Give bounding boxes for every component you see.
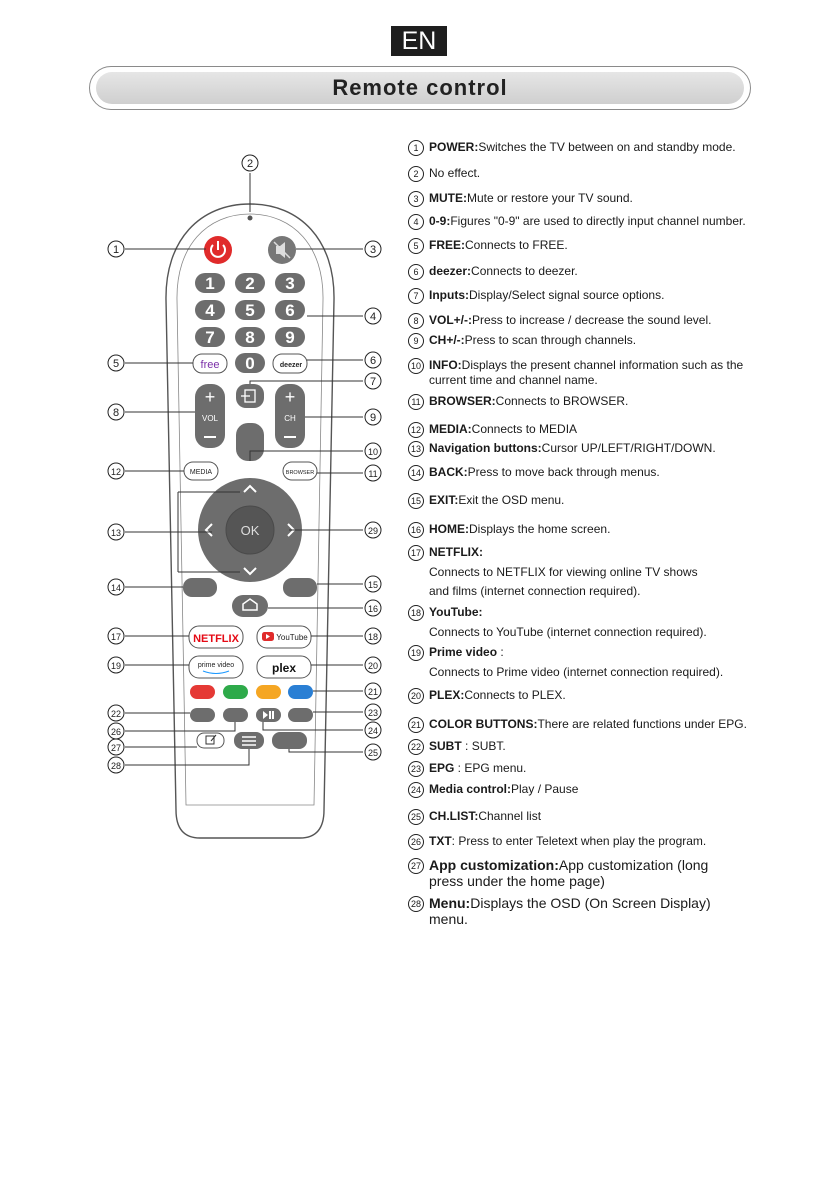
item-number: 17 <box>408 545 424 561</box>
callout-number-14: 14 <box>110 583 122 593</box>
callout-number-10: 10 <box>367 447 379 457</box>
callout-number-7: 7 <box>369 376 377 388</box>
item-text: 0-9:Figures "0-9" are used to directly input channel number. <box>429 214 746 228</box>
blue-button <box>288 685 313 699</box>
item-number: 20 <box>408 688 424 704</box>
microphone-dot <box>248 216 253 221</box>
item-term: BACK: <box>429 465 468 479</box>
item-number: 18 <box>408 605 424 621</box>
item-text: Inputs:Display/Select signal source options. <box>429 288 665 302</box>
item-term: EXIT: <box>429 493 459 507</box>
digit-label-3: 3 <box>285 274 295 293</box>
item-term: Inputs: <box>429 288 469 302</box>
item-text: BROWSER:Connects to BROWSER. <box>429 394 629 408</box>
item-number: 21 <box>408 717 424 733</box>
item-number: 16 <box>408 522 424 538</box>
callout-number-18: 18 <box>367 632 379 642</box>
item-text: INFO:Displays the present channel information such as the current time and channel name. <box>429 358 744 387</box>
item-number: 11 <box>408 394 424 410</box>
callout-number-2: 2 <box>246 158 254 170</box>
item-text: MEDIA:Connects to MEDIA <box>429 422 578 436</box>
item-text: FREE:Connects to FREE. <box>429 238 568 252</box>
play-pause-button <box>256 708 281 722</box>
item-number: 27 <box>408 858 424 874</box>
callout-number-1: 1 <box>112 244 120 256</box>
item-term: HOME: <box>429 522 469 536</box>
item-text: POWER:Switches the TV between on and standby mode. <box>429 140 736 154</box>
callout-number-16: 16 <box>367 604 379 614</box>
deezer-label: deezer <box>279 362 303 369</box>
browser-label: BROWSER <box>285 470 315 476</box>
item-term: Menu: <box>429 895 471 911</box>
callout-number-22: 22 <box>110 709 122 719</box>
item-text: App customization:App customization (long press under the home page) <box>429 857 709 889</box>
item-number: 26 <box>408 834 424 850</box>
digit-label-2: 2 <box>245 274 255 293</box>
callout-number-27: 27 <box>110 743 122 753</box>
item-text: HOME:Displays the home screen. <box>429 522 611 536</box>
item-text: BACK:Press to move back through menus. <box>429 465 660 479</box>
item-text: PLEX:Connects to PLEX. <box>429 688 566 702</box>
item-term: MUTE: <box>429 191 467 205</box>
item-term: TXT <box>429 834 452 848</box>
item-number: 4 <box>408 214 424 230</box>
callout-number-5: 5 <box>112 358 120 370</box>
digit-label-7: 7 <box>205 328 215 347</box>
item-number: 3 <box>408 191 424 207</box>
item-text: SUBT : SUBT. <box>429 739 506 753</box>
txt-button <box>223 708 248 722</box>
ok-label: OK <box>240 523 260 538</box>
item-term: POWER: <box>429 140 479 154</box>
item-term: deezer: <box>429 264 472 278</box>
digit-label-0: 0 <box>245 354 255 373</box>
vol-label: VOL <box>201 414 219 423</box>
language-badge: EN <box>391 26 447 56</box>
item-term: SUBT <box>429 739 462 753</box>
callout-number-26: 26 <box>110 727 122 737</box>
page-title: Remote control <box>96 72 744 104</box>
item-number: 5 <box>408 238 424 254</box>
red-button <box>190 685 215 699</box>
item-text: No effect. <box>429 166 481 180</box>
yellow-button <box>256 685 281 699</box>
callout-number-9: 9 <box>369 412 377 424</box>
prime-label: prime video <box>197 662 235 669</box>
item-number: 22 <box>408 739 424 755</box>
callout-number-19: 19 <box>110 661 122 671</box>
item-number: 6 <box>408 264 424 280</box>
callout-number-24: 24 <box>367 726 379 736</box>
item-term: Media control: <box>429 782 512 796</box>
digit-label-6: 6 <box>285 301 295 320</box>
item-number: 24 <box>408 782 424 798</box>
item-text: Media control:Play / Pause <box>429 782 579 796</box>
subt-button <box>190 708 215 722</box>
item-number: 14 <box>408 465 424 481</box>
item-number: 12 <box>408 422 424 438</box>
digit-label-9: 9 <box>285 328 295 347</box>
item-text: EPG : EPG menu. <box>429 761 527 775</box>
item-term: PLEX: <box>429 688 465 702</box>
item-term: Prime video <box>429 645 498 659</box>
item-number: 8 <box>408 313 424 329</box>
item-text: CH.LIST:Channel list <box>429 809 542 823</box>
digit-label-8: 8 <box>245 328 255 347</box>
item-number: 25 <box>408 809 424 825</box>
item-text: VOL+/-:Press to increase / decrease the sound level. <box>429 313 712 327</box>
item-number: 28 <box>408 896 424 912</box>
item-term: CH.LIST: <box>429 809 479 823</box>
youtube-label: YouTube <box>276 633 308 642</box>
netflix-label: NETFLIX <box>193 633 239 645</box>
item-number: 9 <box>408 333 424 349</box>
digit-label-1: 1 <box>205 274 215 293</box>
item-term: App customization: <box>429 857 559 873</box>
callout-number-17: 17 <box>110 632 122 642</box>
media-label: MEDIA <box>189 469 213 476</box>
svg-text:+: + <box>284 387 296 407</box>
item-text: Menu:Displays the OSD (On Screen Display) menu. <box>429 895 711 927</box>
item-number: 2 <box>408 166 424 182</box>
svg-text:+: + <box>204 387 216 407</box>
callout-number-23: 23 <box>367 708 379 718</box>
free-label: free <box>200 359 220 371</box>
callout-number-15: 15 <box>367 580 379 590</box>
item-text: Navigation buttons:Cursor UP/LEFT/RIGHT/DOWN. <box>429 441 716 455</box>
item-text: CH+/-:Press to scan through channels. <box>429 333 637 347</box>
item-number: 1 <box>408 140 424 156</box>
callout-number-11: 11 <box>368 469 378 479</box>
item-number: 10 <box>408 358 424 374</box>
callout-number-21: 21 <box>367 687 379 697</box>
item-number: 7 <box>408 288 424 304</box>
callout-number-13: 13 <box>110 528 122 538</box>
digit-label-4: 4 <box>205 301 215 320</box>
ch-label: CH <box>284 414 296 423</box>
item-text: deezer:Connects to deezer. <box>429 264 578 278</box>
callout-number-25: 25 <box>367 748 379 758</box>
item-term: COLOR BUTTONS: <box>429 717 538 731</box>
item-text: EXIT:Exit the OSD menu. <box>429 493 565 507</box>
item-term: BROWSER: <box>429 394 496 408</box>
callout-number-28: 28 <box>110 761 122 771</box>
item-term: EPG <box>429 761 455 775</box>
item-term: MEDIA: <box>429 422 472 436</box>
callout-number-4: 4 <box>369 311 377 323</box>
callout-number-6: 6 <box>369 355 377 367</box>
item-text: MUTE:Mute or restore your TV sound. <box>429 191 633 205</box>
item-term: YouTube: <box>429 605 483 619</box>
epg-button <box>288 708 313 722</box>
item-text: TXT: Press to enter Teletext when play the program. <box>429 834 707 848</box>
callout-number-8: 8 <box>112 407 120 419</box>
item-text: COLOR BUTTONS:There are related functions under EPG. <box>429 717 747 731</box>
channel-list-button <box>272 732 307 749</box>
item-term: CH+/-: <box>429 333 465 347</box>
back-button <box>183 578 217 597</box>
item-term: VOL+/-: <box>429 313 473 327</box>
item-text: YouTube: Connects to YouTube (internet connection required). <box>429 605 707 639</box>
green-button <box>223 685 248 699</box>
item-term: INFO: <box>429 358 462 372</box>
item-text: NETFLIX: Connects to NETFLIX for viewing online TV shows and films (internet connection required). <box>429 545 698 598</box>
callout-number-20: 20 <box>367 661 379 671</box>
item-text: Prime video : Connects to Prime video (internet connection required). <box>429 645 724 679</box>
exit-button <box>283 578 317 597</box>
item-term: NETFLIX: <box>429 545 483 559</box>
item-term: 0-9: <box>429 214 451 228</box>
item-number: 13 <box>408 441 424 457</box>
item-term: FREE: <box>429 238 465 252</box>
callout-number-12: 12 <box>110 467 122 477</box>
remote-control-diagram <box>0 0 400 860</box>
callout-number-29: 29 <box>367 526 379 536</box>
item-number: 19 <box>408 645 424 661</box>
plex-label: plex <box>271 661 297 675</box>
app-customization-button <box>197 733 224 748</box>
item-number: 15 <box>408 493 424 509</box>
item-number: 23 <box>408 761 424 777</box>
item-term: Navigation buttons: <box>429 441 542 455</box>
callout-number-3: 3 <box>369 244 377 256</box>
digit-label-5: 5 <box>245 301 255 320</box>
